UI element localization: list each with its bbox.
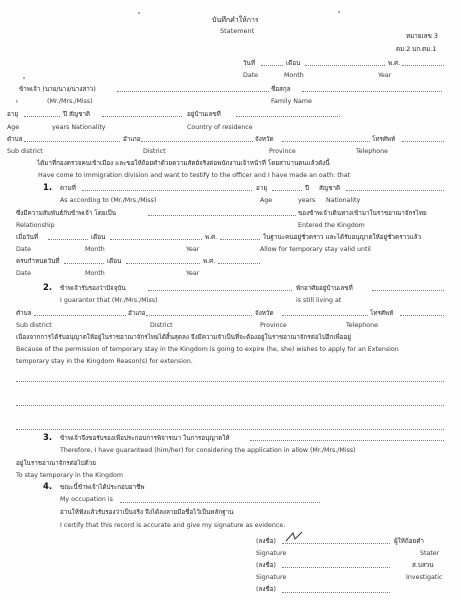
entry-month-label-en: Month [85, 246, 105, 253]
form-code: ตม.2 บก.ตม.1 [396, 46, 437, 53]
item-2-district-label-en: District [150, 322, 173, 329]
entry-day-field[interactable] [48, 239, 88, 240]
applicant-residence-field[interactable] [236, 116, 340, 117]
form-title-en: Statement [220, 27, 255, 35]
investigator-signature-field[interactable] [282, 567, 390, 568]
year-label-en: Year [378, 72, 392, 79]
item-3-label-en: Therefore, I have guaranteed (him/her) for considering the application in allow (Mr./Mrs./Miss) [60, 447, 356, 454]
form-title-th: บันทึกคำให้การ [212, 16, 259, 24]
age-label-th: อายุ [7, 111, 19, 118]
age-label-en: Age [7, 124, 20, 131]
applicant-name-label-th: ข้าพเจ้า (นาย/นาง/นางสาว) [19, 86, 96, 93]
item-2-telephone-label-en: Telephone [346, 322, 378, 329]
expiry-month-label-th: เดือน [107, 258, 122, 265]
item-2-telephone-field[interactable] [400, 315, 444, 316]
investigator-sign-label-en: Signature [256, 574, 287, 581]
subdistrict-label-en: Sub district [7, 148, 43, 155]
item-1-label-en: As according to (Mr./Mrs./Miss) [60, 197, 157, 204]
third-signature-field[interactable] [282, 592, 390, 593]
scan-speck [23, 77, 25, 79]
item-3-label-th: ข้าพเจ้าจึงขอรับรองเพื่อประกอบการพิจารณา ในการอนุญาตให้ [60, 435, 230, 442]
occupation-field[interactable] [120, 502, 320, 503]
applicant-province-field[interactable] [282, 141, 370, 142]
reason-field-line-3[interactable] [16, 429, 444, 430]
item-1-nationality-field[interactable] [346, 190, 444, 191]
relationship-label-th: ซึ่งมีความสัมพันธ์กับข้าพเจ้า โดยเป็น [16, 210, 117, 217]
month-label-th: เดือน [286, 60, 301, 67]
expiry-year-label-th: พ.ศ. [203, 258, 216, 265]
applicant-name-field[interactable] [117, 91, 269, 92]
item-2-label-en: I guarantor that (Mr./Mrs./Miss) [60, 297, 158, 304]
expiry-date-label-th: ครบกำหนดวันที่ [16, 258, 60, 265]
item-2-subdistrict-label-th: ตำบล [16, 310, 32, 317]
month-label-en: Month [284, 72, 304, 79]
stay-label-en: To stay temporary in the Kingdom [16, 472, 123, 479]
nationality-label-th: ปี สัญชาติ [63, 111, 91, 118]
applicant-name-label-en: (Mr./Mrs./Miss) [47, 98, 93, 105]
temporary-stay-label-th: ในฐานะคนอยู่ชั่วคราว และได้รับอนุญาตให้อยู่ชั่วคราวแล้ว [263, 234, 422, 241]
item-2-telephone-label-th: โทรศัพท์ [370, 310, 394, 317]
residence-label-th: อยู่บ้านเลขที่ [187, 111, 221, 118]
date-label-th: วันที่ [243, 60, 255, 67]
district-label-th: อำเภอ [123, 136, 141, 143]
entered-kingdom-label-en: Entered the Kingdom [298, 222, 365, 229]
form-number-label: หมายเลข 3 [406, 33, 438, 40]
third-sign-label-th: (ลงชื่อ) [256, 586, 276, 593]
item-2-province-field[interactable] [282, 315, 368, 316]
applicant-nationality-field[interactable] [102, 116, 182, 117]
stater-sign-label-en: Signature [256, 550, 287, 557]
item-1-label-th: ตามที่ [60, 185, 76, 192]
item-2-province-label-th: จังหวัด [255, 310, 274, 317]
item-2-address-label-th: พักอาศัยอยู่บ้านเลขที่ [296, 285, 353, 292]
entry-year-label-th: พ.ศ. [205, 234, 218, 241]
reason-field-line-2[interactable] [16, 405, 444, 406]
investigator-role-en: Investigatic [406, 574, 443, 581]
entry-date-label-th: เมื่อวันที่ [16, 234, 39, 241]
date-month-field[interactable] [305, 65, 385, 66]
item-1-years-label-en: years [298, 197, 316, 204]
signature-mark-icon [284, 531, 304, 543]
item-3-number: 3. [43, 433, 53, 443]
entered-kingdom-label-th: ของข้าพเจ้าเดินทางเข้ามาในราชอาณาจักรไทย [298, 210, 427, 217]
item-2-living-label-en: is still living at [296, 297, 342, 304]
reason-text-th: เนื่องจากการได้รับอนุญาตให้อยู่ในราชอาณาจักรไทยได้สิ้นสุดลง จึงมีความจำเป็นที่จะต้องอยู่ในราชอาณาจักรต่อไปอีกเพื่ออยู่ [16, 334, 351, 341]
stater-sign-label-th: (ลงชื่อ) [256, 538, 276, 545]
item-2-district-field[interactable] [146, 315, 252, 316]
stay-label-th: อยู่ในราชอาณาจักรต่อไปด้วย [16, 460, 96, 467]
item-1-person-field[interactable] [82, 190, 252, 191]
year-label-th: พ.ศ. [388, 60, 401, 67]
item-1-age-label-en: Age [260, 197, 273, 204]
applicant-surname-label-th: ชื่อสกุล [271, 86, 291, 93]
stater-signature-field[interactable] [282, 543, 390, 544]
reason-text-en-line-2: temporary stay in the Kingdom Reason(s) for extension. [16, 358, 193, 365]
applicant-subdistrict-field[interactable] [24, 141, 120, 142]
date-label-en: Date [243, 72, 259, 79]
expiry-date-label-en: Date [16, 270, 32, 277]
item-1-nationality-label-th: สัญชาติ [319, 185, 341, 192]
applicant-surname-label-en: Family Name [271, 98, 312, 105]
applicant-telephone-field[interactable] [402, 141, 444, 142]
expiry-month-label-en: Month [85, 270, 105, 277]
expiry-day-field[interactable] [64, 263, 104, 264]
reason-field-line-1[interactable] [16, 381, 444, 382]
item-3-person-field[interactable] [250, 440, 444, 441]
item-4-label-en: My occupation is [60, 496, 113, 503]
applicant-surname-field[interactable] [302, 91, 442, 92]
date-year-field[interactable] [402, 65, 444, 66]
applicant-age-field[interactable] [24, 116, 60, 117]
date-day-field[interactable] [261, 65, 283, 66]
province-label-en: Province [269, 148, 296, 155]
telephone-label-th: โทรศัพท์ [372, 136, 396, 143]
reason-text-en-line-1: Because of the permission of temporary stay in the Kingdom is going to expire (he, she) wishes to apply for an Extension [16, 346, 399, 353]
relationship-field[interactable] [148, 215, 296, 216]
scan-speck [338, 11, 340, 13]
item-2-label-th: ข้าพเจ้ารับรองว่าปัจจุบัน [60, 285, 126, 292]
valid-until-label-en: Allow for temporary stay valid until [260, 246, 371, 253]
entry-month-label-th: เดือน [91, 234, 106, 241]
nationality-label-en: years Nationality [52, 124, 106, 131]
item-2-person-field[interactable] [148, 290, 292, 291]
item-2-house-number-field[interactable] [372, 290, 444, 291]
item-2-subdistrict-field[interactable] [34, 315, 126, 316]
item-1-number: 1. [43, 183, 53, 193]
entry-year-field[interactable] [220, 239, 260, 240]
item-1-age-field[interactable] [272, 190, 302, 191]
item-4-label-th: ขณะนี้ข้าพเจ้าได้ประกอบอาชีพ [60, 484, 145, 491]
item-1-nationality-label-en: Nationality [326, 197, 361, 204]
relationship-label-en: Relationship [16, 222, 55, 229]
investigator-sign-label-th: (ลงชื่อ) [256, 562, 276, 569]
entry-year-label-en: Year [186, 246, 200, 253]
item-2-number: 2. [43, 283, 53, 293]
stater-role-th: ผู้ให้ถ้อยคำ [394, 538, 424, 545]
entry-month-field[interactable] [110, 239, 202, 240]
applicant-district-field[interactable] [141, 141, 253, 142]
district-label-en: District [143, 148, 166, 155]
tick-mark: ı [16, 98, 18, 105]
investigator-role-th: ส.บสวน [412, 562, 434, 569]
stater-role-en: Stater [420, 550, 440, 557]
certify-text-en: I certify that this record is accurate and give my signature as evidence. [60, 522, 286, 529]
telephone-label-en: Telephone [356, 148, 388, 155]
expiry-year-label-en: Year [186, 270, 200, 277]
certify-text-th: อ่านให้ฟังแล้วรับรองว่าเป็นจริง จึงได้ลงลายมือชื่อไว้เป็นหลักฐาน [60, 509, 234, 516]
item-2-province-label-en: Province [260, 322, 287, 329]
item-4-number: 4. [43, 482, 53, 492]
subdistrict-label-th: ตำบล [7, 136, 23, 143]
intro-text-en: Have come to immigration division and want to testify to the officer and I have made an oath: that [38, 172, 351, 179]
intro-text-th: ได้มาที่กองตรวจคนเข้าเมือง และขอให้ถ้อยคำด้วยความสัตย์จริงต่อพนักงานเจ้าหน้าที่ โดยสาบานตนแล้วดังนี้ [37, 160, 330, 167]
residence-label-en: Country of residence [187, 124, 253, 131]
expiry-year-field[interactable] [218, 263, 260, 264]
item-1-age-label-th: อายุ [256, 185, 268, 192]
scan-speck [138, 12, 140, 14]
province-label-th: จังหวัด [255, 136, 274, 143]
item-1-years-label-th: ปี [305, 185, 309, 192]
item-2-subdistrict-label-en: Sub district [16, 322, 52, 329]
expiry-month-field[interactable] [126, 263, 200, 264]
entry-date-label-en: Date [16, 246, 32, 253]
item-2-district-label-th: อำเภอ [128, 310, 146, 317]
